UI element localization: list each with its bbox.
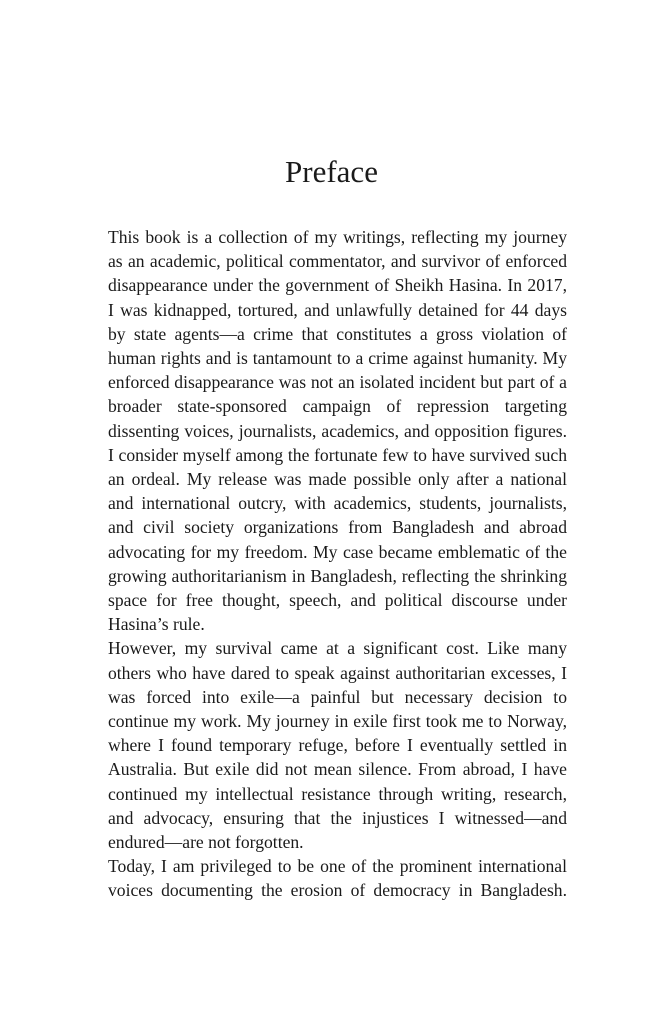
page-title: Preface (285, 154, 378, 189)
paragraph-1: This book is a collection of my writings, reflecting my journey as an academic, political commentator, and survivor of enforced disappearance under the government of Sheikh Hasina. In 2017, I was kidnapped, tortured, and unlawfully detained for 44 days by state agents—a crime that constitutes a gross violation of human rights and is tantamount to a crime against humanity. My enforced disappearance was not an isolated incident but part of a broader state-sponsored campaign of repression targeting dissenting voices, journalists, academics, and opposition figures. I consider myself among the fortunate few to have survived such an ordeal. My release was made possible only after a national and international outcry, with academics, students, journalists, and civil society organizations from Bangladesh and abroad advocating for my freedom. My case became emblematic of the growing authoritarianism in Bangladesh, reflecting the shrinking space for free thought, speech, and political discourse under Hasina’s rule. (108, 227, 567, 635)
paragraph-3: Today, I am privileged to be one of the prominent international voices documenting the erosion of democracy in Bangladesh. (108, 856, 567, 901)
preface-body (108, 225, 567, 903)
paragraph-2: However, my survival came at a significant cost. Like many others who have dared to speak against authoritarian excesses, I was forced into exile—a painful but necessary decision to continue my work. My journey in exile first took me to Norway, where I found temporary refuge, before I eventually settled in Australia. But exile did not mean silence. From abroad, I have continued my intellectual resistance through writing, research, and advocacy, ensuring that the injustices I witnessed—and endured—are not forgotten. (108, 638, 567, 853)
